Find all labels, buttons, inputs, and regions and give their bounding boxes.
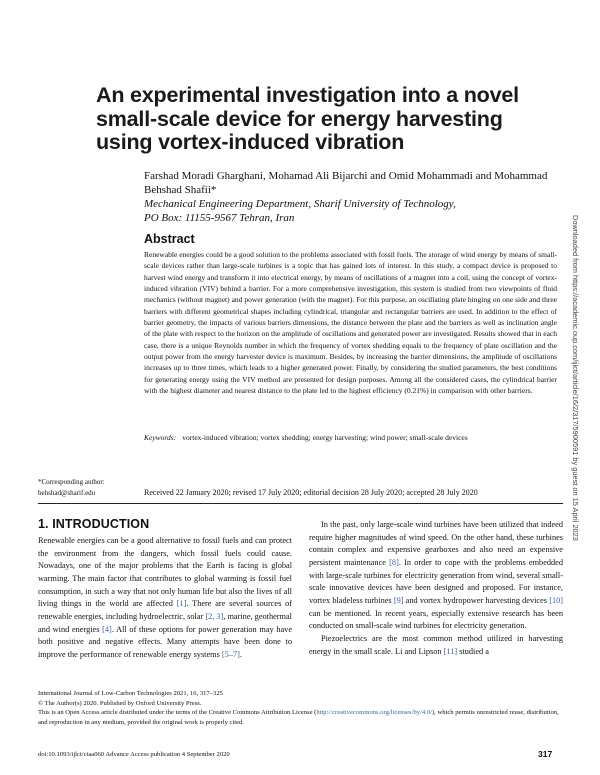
body-text-run: and vortex hydropower harvesting devices (403, 595, 550, 605)
download-side-note-text: Downloaded from https://academic.oup.com/ijlct/article/16/2/317/5900591 by guest on 15 April 2023 (571, 215, 580, 541)
body-text-run: In the past, only large-scale wind turbines have been utilized that indeed require higher magnitudes of wind speed. On the other hand, these turbines contain complex and expensive gearboxes and also need an expensive persistent maintenance (309, 520, 563, 567)
citation-link[interactable]: [11] (443, 646, 458, 656)
left-column-text (38, 535, 292, 662)
received-dates: Received 22 January 2020; revised 17 July 2020; editorial decision 28 July 2020; accepted 28 July 2020 (144, 488, 478, 497)
page-number: 317 (538, 749, 553, 759)
corresponding-author-label: *Corresponding author: (38, 478, 105, 486)
page-footer (38, 689, 563, 728)
keywords-line (144, 433, 564, 442)
corresponding-author-email[interactable]: behshad@sharif.edu (38, 489, 96, 497)
abstract-text: Renewable energies could be a good solution to the problems associated with fossil fuels. The storage of wind energy by means of small-scale devices rather than large-scale turbines is a topic that has gained lots of interest. In this study, a compact device is proposed to harvest wind energy and transform it into electrical energy, by means of oscillations of a magnet into a coil, using the concept of vortex-induced vibration (VIV) behind a barrier. For a more comprehensive investigation, this system is studied from two viewpoints of fluid mechanics (without magnet) and power generation (with the magnet). For this purpose, an oscillating plate hinging on one side and three barriers with different geometrical shapes including cylindrical, triangular and rectangular barriers are used. In addition to the effect of barrier geometry, the impacts of various barriers dimensions, the distance between the plate and the barriers as well as inclination angle of the plate with respect to the horizon on the amplitude of oscillations and generated power are investigated. Results showed that in each case, there is a unique Reynolds number in which the frequency of vortex shedding equals to the frequency of plate oscillation and the output power from the energy harvester device is maximum. Besides, by increasing the barrier dimensions, the amplitude of oscillations increases up to three times, which leads to a higher generated power. Finally, by considering the studied parameters, the best conditions for generating energy using the VIV method are presented for design purposes. Among all the considered cases, the cylindrical barrier with the highest diameter and nearest distance to the plate led to the highest efficiency (0.21%) in comparison with other barriers. (144, 250, 557, 396)
author-list: Farshad Moradi Gharghani, Mohamad Ali Bijarchi and Omid Mohammadi and Mohammad Behshad Shafii* (144, 170, 548, 196)
body-text-run: can be mentioned. In recent years, especially extensive research has been conducted on small-scale wind turbines for electricity generation. (309, 608, 563, 631)
journal-citation: International Journal of Low-Carbon Technologies 2021, 16, 317–325 (38, 690, 223, 697)
download-side-note (571, 215, 590, 775)
section-heading-introduction: 1. INTRODUCTION (38, 517, 150, 531)
body-text-run: . (239, 649, 242, 659)
body-text-run: . In order to cope with the problems embedded with large-scale turbines for electricity generation from wind, several small-scale innovative devices have been designed and proposed. For instance, vortex bladeless turbines (309, 557, 564, 605)
body-text-run: studied a (457, 646, 489, 656)
citation-link[interactable]: [4] (102, 624, 112, 634)
abstract-heading: Abstract (144, 232, 195, 246)
intro-paragraph-1 (38, 535, 292, 662)
body-text-run: . There are several sources of renewable energies, including hydroelectric, solar (38, 599, 292, 621)
license-prefix: This is an Open Access article distributed under the terms of the Creative Commons Attribution License ( (38, 709, 317, 717)
affiliation-line-1: Mechanical Engineering Department, Sharif University of Technology, (144, 198, 456, 210)
right-column-text (309, 519, 563, 658)
intro-paragraph-2 (309, 519, 563, 633)
affiliation (144, 198, 564, 225)
citation-link[interactable]: [9] (393, 595, 404, 605)
citation-link[interactable]: [8] (389, 557, 399, 567)
copyright-line: © The Author(s) 2020. Published by Oxford University Press. (38, 699, 202, 707)
keywords-text: vortex-induced vibration; vortex shedding; energy harvesting; wind power; small-scale devices (182, 433, 468, 442)
affiliation-line-2: PO Box: 11155-9567 Tehran, Iran (144, 211, 295, 224)
license-text (38, 708, 563, 727)
intro-paragraph-3 (309, 633, 563, 658)
citation-link[interactable]: [10] (549, 595, 564, 605)
citation-link[interactable]: [5–7] (221, 649, 240, 659)
license-suffix: ), which permits unrestricted reuse, distribution, and reproduction in any medium, provided the original work is properly cited. (38, 709, 559, 727)
license-link[interactable]: http://creativecommons.org/licenses/by/4.0/ (316, 709, 432, 717)
body-text-run: Piezoelectrics are the most common method utilized in harvesting energy in the small scale. Li and Lipson (309, 633, 563, 656)
body-text-run: , marine, geothermal and wind energies (38, 611, 292, 634)
keywords-label: Keywords: (144, 433, 177, 442)
body-text-run: Renewable energies can be a good alternative to fossil fuels and can protect the environment from the dangers, which fossil fuels could cause. Nowadays, one of the major problems that the Earth is facing is global warming. The main factor that contributes to global warming is fossil fuel consumption, in such a way that not only human life but also the lives of all living things in the world are affected (38, 536, 292, 609)
citation-link[interactable]: [1] (176, 599, 187, 609)
header-divider (38, 503, 563, 504)
doi-line: doi:10.1093/ijlct/ctaa060 Advance Access publication 4 September 2020 (38, 751, 230, 758)
article-title: An experimental investigation into a novel small-scale device for energy harvesting using vortex-induced vibration (96, 83, 519, 154)
body-text-run: . All of these options for power generation may have both positive and negative effects. Many attempts have been done to improve the performance of renewable energy systems (38, 624, 292, 659)
citation-link[interactable]: [2, 3] (205, 611, 224, 621)
